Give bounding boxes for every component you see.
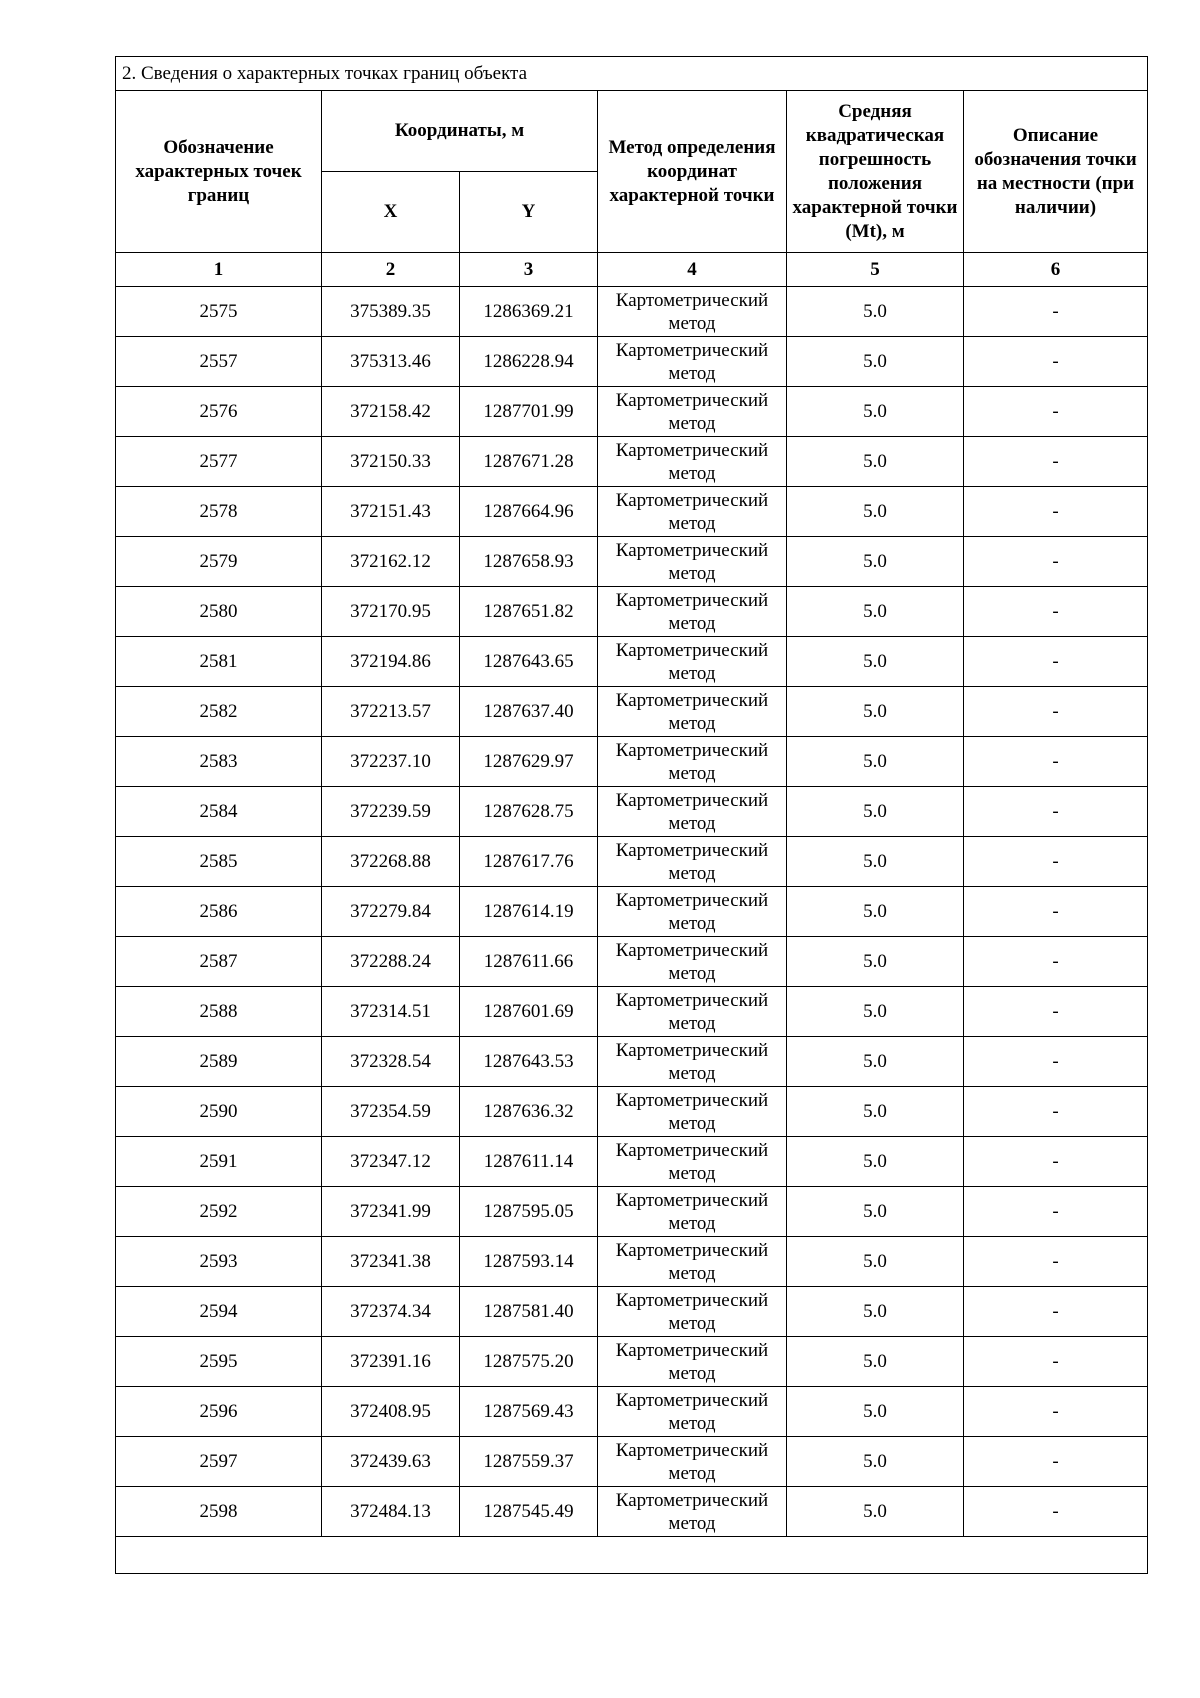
description-cell: - [964, 487, 1148, 537]
column-number: 6 [964, 253, 1148, 287]
method-cell: Картометрический метод [598, 637, 787, 687]
point-id-cell: 2579 [116, 537, 322, 587]
x-coordinate-cell: 372268.88 [322, 837, 460, 887]
y-coordinate-cell: 1287617.76 [460, 837, 598, 887]
column-number-row [116, 253, 1148, 287]
y-coordinate-cell: 1287545.49 [460, 1487, 598, 1537]
mt-error-cell: 5.0 [787, 1037, 964, 1087]
table-row [116, 1237, 1148, 1287]
point-id-cell: 2584 [116, 787, 322, 837]
method-cell: Картометрический метод [598, 1387, 787, 1437]
y-coordinate-cell: 1287559.37 [460, 1437, 598, 1487]
method-cell: Картометрический метод [598, 737, 787, 787]
mt-error-cell: 5.0 [787, 587, 964, 637]
point-id-cell: 2591 [116, 1137, 322, 1187]
mt-error-cell: 5.0 [787, 787, 964, 837]
mt-error-cell: 5.0 [787, 487, 964, 537]
y-coordinate-cell: 1287664.96 [460, 487, 598, 537]
point-id-cell: 2586 [116, 887, 322, 937]
table-row [116, 687, 1148, 737]
y-coordinate-cell: 1287581.40 [460, 1287, 598, 1337]
x-coordinate-cell: 372484.13 [322, 1487, 460, 1537]
point-id-cell: 2596 [116, 1387, 322, 1437]
mt-error-cell: 5.0 [787, 1187, 964, 1237]
x-coordinate-cell: 372314.51 [322, 987, 460, 1037]
point-id-cell: 2581 [116, 637, 322, 687]
x-coordinate-cell: 372354.59 [322, 1087, 460, 1137]
x-coordinate-cell: 372341.99 [322, 1187, 460, 1237]
method-cell: Картометрический метод [598, 537, 787, 587]
y-coordinate-cell: 1287614.19 [460, 887, 598, 937]
method-cell: Картометрический метод [598, 1337, 787, 1387]
point-id-cell: 2592 [116, 1187, 322, 1237]
y-coordinate-cell: 1287636.32 [460, 1087, 598, 1137]
column-number: 5 [787, 253, 964, 287]
method-cell: Картометрический метод [598, 1037, 787, 1087]
description-cell: - [964, 337, 1148, 387]
point-id-cell: 2577 [116, 437, 322, 487]
column-number: 4 [598, 253, 787, 287]
method-cell: Картометрический метод [598, 1237, 787, 1287]
description-cell: - [964, 287, 1148, 337]
mt-error-cell: 5.0 [787, 637, 964, 687]
table-row [116, 1087, 1148, 1137]
mt-error-cell: 5.0 [787, 287, 964, 337]
y-coordinate-cell: 1286369.21 [460, 287, 598, 337]
description-cell: - [964, 387, 1148, 437]
point-id-cell: 2597 [116, 1437, 322, 1487]
table-row [116, 987, 1148, 1037]
point-id-cell: 2583 [116, 737, 322, 787]
method-cell: Картометрический метод [598, 387, 787, 437]
y-coordinate-cell: 1287643.53 [460, 1037, 598, 1087]
table-row [116, 387, 1148, 437]
table-row [116, 1337, 1148, 1387]
header-point-designation: Обозначение характерных точек границ [116, 91, 322, 253]
description-cell: - [964, 1337, 1148, 1387]
description-cell: - [964, 687, 1148, 737]
point-id-cell: 2580 [116, 587, 322, 637]
mt-error-cell: 5.0 [787, 887, 964, 937]
y-coordinate-cell: 1287601.69 [460, 987, 598, 1037]
table-row [116, 887, 1148, 937]
x-coordinate-cell: 372237.10 [322, 737, 460, 787]
point-id-cell: 2587 [116, 937, 322, 987]
section-title: 2. Сведения о характерных точках границ объекта [116, 57, 1148, 91]
x-coordinate-cell: 372162.12 [322, 537, 460, 587]
mt-error-cell: 5.0 [787, 1237, 964, 1287]
y-coordinate-cell: 1287569.43 [460, 1387, 598, 1437]
x-coordinate-cell: 372151.43 [322, 487, 460, 537]
mt-error-cell: 5.0 [787, 437, 964, 487]
column-number: 3 [460, 253, 598, 287]
table-row [116, 1487, 1148, 1537]
table-row [116, 1137, 1148, 1187]
y-coordinate-cell: 1287628.75 [460, 787, 598, 837]
mt-error-cell: 5.0 [787, 837, 964, 887]
method-cell: Картометрический метод [598, 837, 787, 887]
x-coordinate-cell: 372239.59 [322, 787, 460, 837]
description-cell: - [964, 1437, 1148, 1487]
table-row [116, 737, 1148, 787]
method-cell: Картометрический метод [598, 1087, 787, 1137]
mt-error-cell: 5.0 [787, 1487, 964, 1537]
y-coordinate-cell: 1286228.94 [460, 337, 598, 387]
mt-error-cell: 5.0 [787, 687, 964, 737]
description-cell: - [964, 1137, 1148, 1187]
blank-row [116, 1537, 1148, 1574]
description-cell: - [964, 1387, 1148, 1437]
point-id-cell: 2575 [116, 287, 322, 337]
table-row [116, 337, 1148, 387]
table-row [116, 537, 1148, 587]
point-id-cell: 2585 [116, 837, 322, 887]
method-cell: Картометрический метод [598, 287, 787, 337]
description-cell: - [964, 837, 1148, 887]
point-id-cell: 2589 [116, 1037, 322, 1087]
x-coordinate-cell: 375389.35 [322, 287, 460, 337]
mt-error-cell: 5.0 [787, 737, 964, 787]
header-point-description: Описание обозначения точки на местности (при наличии) [964, 91, 1148, 253]
mt-error-cell: 5.0 [787, 1437, 964, 1487]
x-coordinate-cell: 372150.33 [322, 437, 460, 487]
point-id-cell: 2593 [116, 1237, 322, 1287]
description-cell: - [964, 437, 1148, 487]
x-coordinate-cell: 372213.57 [322, 687, 460, 737]
x-coordinate-cell: 372347.12 [322, 1137, 460, 1187]
y-coordinate-cell: 1287595.05 [460, 1187, 598, 1237]
description-cell: - [964, 1237, 1148, 1287]
mt-error-cell: 5.0 [787, 387, 964, 437]
y-coordinate-cell: 1287611.14 [460, 1137, 598, 1187]
mt-error-cell: 5.0 [787, 937, 964, 987]
header-coordinates: Координаты, м [322, 91, 598, 172]
point-id-cell: 2590 [116, 1087, 322, 1137]
x-coordinate-cell: 372341.38 [322, 1237, 460, 1287]
description-cell: - [964, 937, 1148, 987]
method-cell: Картометрический метод [598, 337, 787, 387]
method-cell: Картометрический метод [598, 1487, 787, 1537]
header-method: Метод определения координат характерной точки [598, 91, 787, 253]
x-coordinate-cell: 372328.54 [322, 1037, 460, 1087]
description-cell: - [964, 1037, 1148, 1087]
table-row [116, 487, 1148, 537]
method-cell: Картометрический метод [598, 987, 787, 1037]
description-cell: - [964, 637, 1148, 687]
y-coordinate-cell: 1287701.99 [460, 387, 598, 437]
y-coordinate-cell: 1287643.65 [460, 637, 598, 687]
method-cell: Картометрический метод [598, 1287, 787, 1337]
table-row [116, 637, 1148, 687]
method-cell: Картометрический метод [598, 587, 787, 637]
point-id-cell: 2595 [116, 1337, 322, 1387]
x-coordinate-cell: 372279.84 [322, 887, 460, 937]
mt-error-cell: 5.0 [787, 1137, 964, 1187]
point-id-cell: 2576 [116, 387, 322, 437]
method-cell: Картометрический метод [598, 1187, 787, 1237]
table-row [116, 587, 1148, 637]
description-cell: - [964, 587, 1148, 637]
description-cell: - [964, 787, 1148, 837]
method-cell: Картометрический метод [598, 1437, 787, 1487]
x-coordinate-cell: 372194.86 [322, 637, 460, 687]
table-row [116, 1287, 1148, 1337]
y-coordinate-cell: 1287658.93 [460, 537, 598, 587]
table-row [116, 1187, 1148, 1237]
description-cell: - [964, 537, 1148, 587]
mt-error-cell: 5.0 [787, 1087, 964, 1137]
y-coordinate-cell: 1287671.28 [460, 437, 598, 487]
method-cell: Картометрический метод [598, 687, 787, 737]
description-cell: - [964, 987, 1148, 1037]
table-row [116, 837, 1148, 887]
point-id-cell: 2588 [116, 987, 322, 1037]
column-number: 2 [322, 253, 460, 287]
header-y: Y [460, 172, 598, 253]
description-cell: - [964, 737, 1148, 787]
x-coordinate-cell: 372439.63 [322, 1437, 460, 1487]
x-coordinate-cell: 372374.34 [322, 1287, 460, 1337]
mt-error-cell: 5.0 [787, 1287, 964, 1337]
blank-cell [116, 1537, 1148, 1574]
header-mean-square-error: Средняя квадратическая погрешность положения характерной точки (Mt), м [787, 91, 964, 253]
y-coordinate-cell: 1287629.97 [460, 737, 598, 787]
mt-error-cell: 5.0 [787, 537, 964, 587]
table-row [116, 937, 1148, 987]
table-row [116, 437, 1148, 487]
method-cell: Картометрический метод [598, 437, 787, 487]
x-coordinate-cell: 372158.42 [322, 387, 460, 437]
point-id-cell: 2594 [116, 1287, 322, 1337]
x-coordinate-cell: 372408.95 [322, 1387, 460, 1437]
method-cell: Картометрический метод [598, 937, 787, 987]
table-row [116, 1037, 1148, 1087]
x-coordinate-cell: 372288.24 [322, 937, 460, 987]
table-row [116, 1387, 1148, 1437]
table-row [116, 787, 1148, 837]
method-cell: Картометрический метод [598, 1137, 787, 1187]
point-id-cell: 2598 [116, 1487, 322, 1537]
table-row [116, 287, 1148, 337]
description-cell: - [964, 1087, 1148, 1137]
point-id-cell: 2582 [116, 687, 322, 737]
method-cell: Картометрический метод [598, 487, 787, 537]
x-coordinate-cell: 372170.95 [322, 587, 460, 637]
method-cell: Картометрический метод [598, 787, 787, 837]
y-coordinate-cell: 1287611.66 [460, 937, 598, 987]
description-cell: - [964, 1487, 1148, 1537]
y-coordinate-cell: 1287637.40 [460, 687, 598, 737]
table-row [116, 1437, 1148, 1487]
x-coordinate-cell: 375313.46 [322, 337, 460, 387]
description-cell: - [964, 1187, 1148, 1237]
mt-error-cell: 5.0 [787, 1337, 964, 1387]
y-coordinate-cell: 1287651.82 [460, 587, 598, 637]
description-cell: - [964, 887, 1148, 937]
y-coordinate-cell: 1287593.14 [460, 1237, 598, 1287]
point-id-cell: 2557 [116, 337, 322, 387]
mt-error-cell: 5.0 [787, 987, 964, 1037]
x-coordinate-cell: 372391.16 [322, 1337, 460, 1387]
point-id-cell: 2578 [116, 487, 322, 537]
boundary-points-table [115, 56, 1148, 1574]
description-cell: - [964, 1287, 1148, 1337]
mt-error-cell: 5.0 [787, 1387, 964, 1437]
column-number: 1 [116, 253, 322, 287]
method-cell: Картометрический метод [598, 887, 787, 937]
y-coordinate-cell: 1287575.20 [460, 1337, 598, 1387]
header-x: X [322, 172, 460, 253]
mt-error-cell: 5.0 [787, 337, 964, 387]
